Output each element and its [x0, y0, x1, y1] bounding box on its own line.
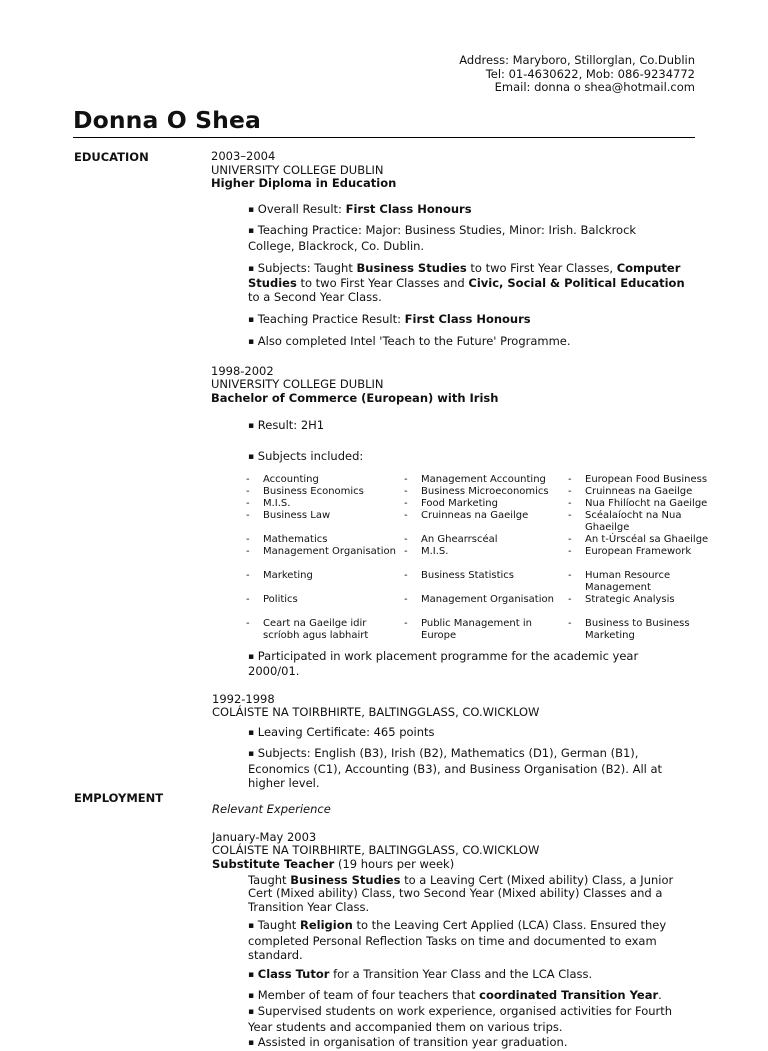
subject-item: Marketing	[263, 569, 313, 581]
subject-item: Strategic Analysis	[585, 593, 675, 605]
job1-bullet-2: ▪ Taught Religion to the Leaving Cert Applied (LCA) Class. Ensured they completed Personal Reflection Tasks on time and documented to exam standard.	[248, 918, 667, 962]
edu-entry-1	[211, 150, 702, 191]
subject-item: An t-Úrscéal sa Ghaeilge	[585, 533, 709, 545]
job-entry-1: January-May 2003 COLÁISTE NA TOIRBHIRTE, BALTINGGLASS, CO.WICKLOW Substitute Teacher (19 hours per week)	[212, 831, 702, 872]
job1-para-1: Taught Business Studies to a Leaving Cert (Mixed ability) Class, a Junior Cert (Mixed ability) Class, two Second Year (Mixed ability) Classes and a Transition Year Class.	[248, 872, 674, 914]
edu1-bullet-3: ▪ Subjects: Taught Business Studies to two First Year Classes, Computer Studies to two First Year Classes and Civic, Social & Political Education to a Second Year Class.	[248, 260, 685, 304]
subject-item: Accounting	[263, 473, 319, 485]
edu3-years: 1992-1998	[212, 691, 275, 706]
edu1-bullet-2: ▪ Teaching Practice: Major: Business Studies, Minor: Irish. Balckrock College, Blackrock, Co. Dublin.	[248, 223, 637, 253]
subject-item: Mathematics	[263, 533, 328, 545]
subject-item: Management Accounting	[421, 473, 546, 485]
edu1-bullet-1: ▪ Overall Result: First Class Honours	[248, 201, 472, 216]
job1-bullet-4: ▪ Member of team of four teachers that coordinated Transition Year.	[248, 987, 662, 1002]
contact-block	[459, 54, 695, 95]
subject-item: Business Economics	[263, 485, 364, 497]
edu1-years: 2003–2004	[211, 149, 276, 163]
edu2-institution: UNIVERSITY COLLEGE DUBLIN	[211, 377, 384, 392]
edu3-institution: COLÁISTE NA TOIRBHIRTE, BALTINGGLASS, CO.WICKLOW	[212, 705, 540, 720]
subject-item: M.I.S.	[421, 545, 449, 557]
bullet-icon: ▪	[248, 990, 255, 1001]
contact-phone: Tel: 01-4630622, Mob: 086-9234772	[485, 66, 695, 81]
job1-org: COLÁISTE NA TOIRBHIRTE, BALTINGGLASS, CO.WICKLOW	[212, 843, 540, 858]
edu2-bullet-3: ▪ Participated in work placement programme for the academic year 2000/01.	[248, 648, 639, 679]
section-education-label: EDUCATION	[74, 150, 149, 164]
subject-item: Cruinneas na Gaeilge	[585, 485, 693, 497]
subject-item: Business Microeconomics	[421, 485, 549, 497]
job1-bullet-6: ▪ Assisted in organisation of transition year graduation.	[248, 1034, 568, 1049]
bullet-icon: ▪	[248, 1037, 255, 1048]
subject-item: Business to Business Marketing	[585, 617, 690, 641]
contact-address: Address: Maryboro, Stillorglan, Co.Dublin	[459, 53, 695, 67]
bullet-icon: ▪	[248, 749, 255, 760]
subject-item: Politics	[263, 593, 298, 605]
bullet-icon: ▪	[248, 263, 255, 274]
subject-item: Nua Fhilíocht na Gaeilge	[585, 497, 708, 509]
edu-entry-2	[211, 365, 702, 406]
subject-item: Scéalaíocht na Nua Ghaeilge	[585, 509, 682, 533]
edu1-bullet-4: ▪ Teaching Practice Result: First Class Honours	[248, 312, 531, 327]
section-employment-label: EMPLOYMENT	[74, 791, 164, 805]
bullet-icon: ▪	[248, 226, 255, 237]
bullet-icon: ▪	[248, 451, 255, 462]
edu3-bullet-2: ▪ Subjects: English (B3), Irish (B2), Mathematics (D1), German (B1), Economics (C1), Accounting (B3), and Business Organisation (B2). All at higher level.	[248, 746, 663, 790]
bullet-icon: ▪	[248, 1007, 255, 1018]
subject-item: Ceart na Gaeilge idir scríobh agus labhairt	[263, 617, 369, 641]
edu2-bullet-2: ▪ Subjects included:	[248, 448, 364, 463]
subject-item: Public Management in Europe	[421, 617, 532, 641]
job1-bullet-3: ▪ Class Tutor for a Transition Year Class and the LCA Class.	[248, 967, 593, 982]
subject-item: Cruinneas na Gaeilge	[421, 509, 529, 521]
bullet-icon: ▪	[248, 204, 255, 215]
edu-entry-3	[212, 693, 702, 720]
edu1-bullet-5: ▪ Also completed Intel 'Teach to the Future' Programme.	[248, 333, 571, 348]
edu3-bullet-1: ▪ Leaving Certificate: 465 points	[248, 724, 435, 739]
subject-item: Human Resource Management	[585, 569, 671, 593]
job1-dates: January-May 2003	[212, 829, 317, 844]
subject-item: Management Organisation	[263, 545, 396, 557]
subject-item: European Framework	[585, 545, 692, 557]
contact-email: Email: donna o shea@hotmail.com	[494, 80, 695, 95]
bullet-icon: ▪	[248, 336, 255, 347]
job1-bullet-5: ▪ Supervised students on work experience, organised activities for Fourth Year students and accompanied them on various trips.	[248, 1004, 673, 1034]
header-divider	[73, 137, 695, 138]
bullet-icon: ▪	[248, 651, 255, 662]
bullet-icon: ▪	[248, 921, 255, 932]
edu2-years: 1998-2002	[211, 363, 274, 378]
subject-item: Food Marketing	[421, 497, 498, 509]
edu2-bullet-1: ▪ Result: 2H1	[248, 418, 325, 433]
job1-title: Substitute Teacher	[212, 857, 335, 872]
subject-item: Management Organisation	[421, 593, 554, 605]
resume-content	[211, 149, 709, 1051]
edu1-degree: Higher Diploma in Education	[211, 176, 397, 191]
bullet-icon: ▪	[248, 970, 255, 981]
edu1-institution: UNIVERSITY COLLEGE DUBLIN	[211, 162, 384, 177]
subject-item: Business Law	[263, 509, 331, 521]
subject-item: European Food Business	[585, 473, 708, 485]
bullet-icon: ▪	[248, 727, 255, 738]
subjects-table: - Accounting - Management Accounting - European Food Business - Business Economics - Business Microeconomics - Cruinneas na Gaeilge - M.I.S. - Food Marketing - Nua Fhilíocht na Gaeilge - Business Law - Cruinneas na Gaeilge - Scéalaíocht na Nua Ghaeilge - Mathematics - An Ghearrscéal - An t-Úrscéal sa Ghaeilge - Management Organisation - M.I.S. - European Framework - Marketing - Business Statistics - Human Resource Management - Politics - Management Organisation - Strategic Analysis - Ceart na Gaeilge idir scríobh agus labhairt - Public Management in Europe - Business to Business Marketing	[246, 474, 716, 642]
subject-item: An Ghearrscéal	[421, 533, 498, 545]
relevant-experience-heading: Relevant Experience	[212, 802, 331, 817]
edu2-degree: Bachelor of Commerce (European) with Irish	[211, 390, 499, 405]
bullet-icon: ▪	[248, 315, 255, 326]
bullet-icon: ▪	[248, 421, 255, 432]
subject-item: Business Statistics	[421, 569, 514, 581]
subject-item: M.I.S.	[263, 497, 291, 509]
resume-name: Donna O Shea	[73, 106, 261, 134]
